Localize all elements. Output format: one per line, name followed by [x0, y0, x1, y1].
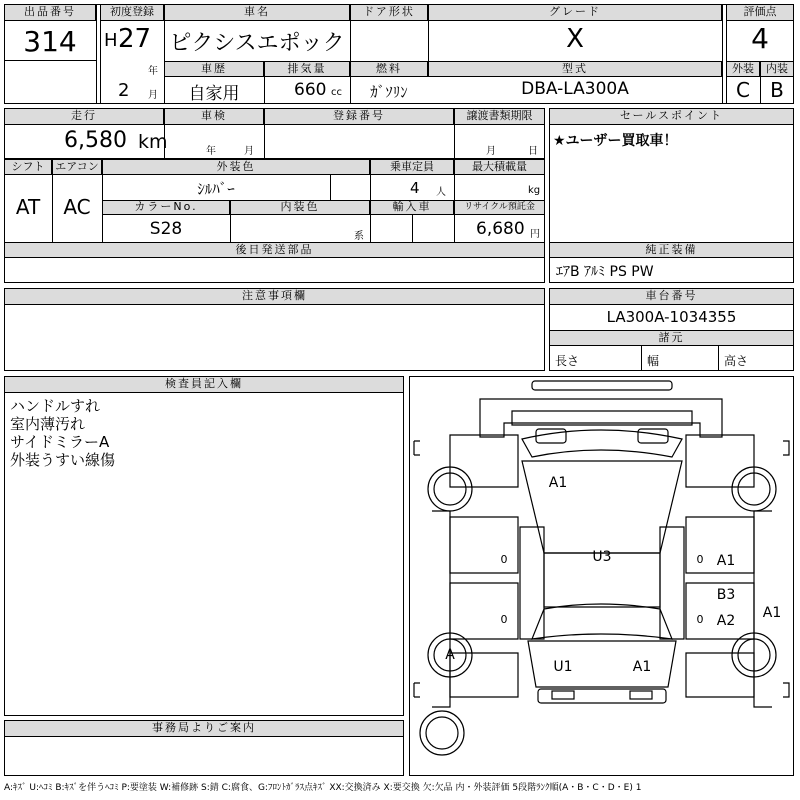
- reg-no-header: 登録番号: [264, 108, 454, 125]
- damage-mark: A1: [716, 553, 736, 569]
- zero-mark: 0: [500, 553, 508, 566]
- shift-header: シフト: [4, 159, 52, 175]
- inspection-header: 車検: [164, 108, 264, 125]
- zero-mark: 0: [500, 613, 508, 626]
- length-label: 長さ: [555, 354, 580, 368]
- later-parts-header: 後日発送部品: [4, 242, 545, 258]
- grade-header: グレード: [428, 4, 722, 21]
- score: 4: [751, 22, 769, 55]
- zero-mark: 0: [696, 553, 704, 566]
- sales-point: ★ユーザー買取車！: [553, 133, 678, 149]
- height-label: 高さ: [724, 354, 749, 368]
- interior-color-header: 内装色: [230, 200, 370, 215]
- interior-header: 内装: [760, 61, 794, 77]
- inspector-line: 外装うすい線傷: [10, 451, 116, 469]
- damage-mark: U3: [592, 549, 612, 565]
- interior-color-unit: 系: [354, 231, 364, 242]
- load-unit: kg: [528, 185, 541, 196]
- lot-no: 314: [23, 25, 77, 58]
- inspection-year: 年: [206, 146, 216, 157]
- divider: [350, 4, 351, 61]
- inspector-header: 検査員記入欄: [4, 376, 404, 393]
- reg-month: 2: [118, 80, 130, 101]
- equipment-header: 純正装備: [549, 242, 794, 258]
- history-header: 車歴: [164, 61, 264, 77]
- chassis-no: LA300A-1034355: [606, 308, 737, 326]
- chassis-header: 車台番号: [549, 288, 794, 305]
- exterior-grade: C: [736, 78, 750, 102]
- divider: [428, 4, 429, 61]
- damage-mark: B3: [716, 587, 736, 603]
- capacity: 4: [410, 179, 420, 197]
- sales-header: セールスポイント: [549, 108, 794, 125]
- sales-box: [549, 108, 794, 243]
- divider: [100, 4, 101, 104]
- reg-year: 27: [118, 24, 152, 54]
- inspection-month: 月: [244, 146, 254, 157]
- mileage: 6,580: [64, 128, 127, 153]
- damage-mark: U1: [553, 659, 573, 675]
- capacity-unit: 人: [436, 187, 446, 198]
- divider: [641, 346, 642, 371]
- transfer-month: 月: [486, 146, 496, 157]
- zero-mark: 0: [696, 613, 704, 626]
- damage-mark: A2: [716, 613, 736, 629]
- divider: [412, 215, 413, 242]
- divider: [4, 60, 96, 61]
- mileage-header: 走行: [4, 108, 164, 125]
- color-header: 外装色: [102, 159, 370, 175]
- displacement: 660: [294, 80, 327, 100]
- divider: [96, 4, 97, 104]
- width-label: 幅: [647, 354, 660, 368]
- load-header: 最大積載量: [454, 159, 545, 175]
- damage-mark: A1: [632, 659, 652, 675]
- dims-header: 諸元: [549, 330, 794, 346]
- equipment: ｴｱB ｱﾙﾐ PS PW: [556, 264, 654, 280]
- fuel: ｶﾞｿﾘﾝ: [370, 83, 408, 101]
- capacity-header: 乗車定員: [370, 159, 454, 175]
- divider: [330, 175, 331, 200]
- caution-header: 注意事項欄: [4, 288, 545, 305]
- car-name-header: 車名: [164, 4, 350, 21]
- ac-header: エアコン: [52, 159, 102, 175]
- model-header: 型式: [428, 61, 722, 77]
- exterior-header: 外装: [726, 61, 760, 77]
- history: 自家用: [188, 84, 240, 104]
- office-header: 事務局よりご案内: [4, 720, 404, 737]
- door-header: ドア形状: [350, 4, 428, 21]
- year-unit: 年: [148, 66, 158, 77]
- month-unit: 月: [148, 90, 158, 101]
- score-header: 評価点: [726, 4, 794, 21]
- import-header: 輸入車: [370, 200, 454, 215]
- ac: AC: [63, 195, 91, 219]
- inspector-line: 室内薄汚れ: [10, 415, 86, 433]
- era: H: [104, 30, 118, 51]
- car-diagram-svg: [410, 377, 793, 775]
- grade: X: [566, 24, 584, 54]
- color-no: S28: [149, 219, 183, 239]
- displacement-unit: cc: [331, 87, 342, 98]
- car-diagram: [409, 376, 794, 776]
- damage-mark: A: [445, 647, 455, 663]
- interior-grade: B: [770, 78, 784, 102]
- transfer-header: 譲渡書類期限: [454, 108, 545, 125]
- fuel-header: 燃料: [350, 61, 428, 77]
- divider: [722, 4, 723, 104]
- first-reg-header: 初度登録: [100, 4, 164, 21]
- recycle: 6,680: [476, 219, 525, 239]
- mileage-unit: km: [138, 131, 168, 153]
- color: ｼﾙﾊﾞｰ: [197, 180, 235, 198]
- inspector-line: ハンドルすれ: [10, 397, 101, 415]
- transfer-day: 日: [528, 146, 538, 157]
- recycle-unit: 円: [530, 229, 540, 240]
- lot-no-header: 出品番号: [4, 4, 96, 21]
- car-name: ピクシスエポック: [169, 31, 345, 56]
- damage-mark: A1: [548, 475, 568, 491]
- color-no-header: カラーNo.: [102, 200, 230, 215]
- damage-mark: A1: [762, 605, 782, 621]
- inspector-line: サイドミラーA: [10, 433, 110, 451]
- model: DBA-LA300A: [521, 79, 629, 99]
- recycle-header: リサイクル預託金: [454, 200, 545, 215]
- legend: A:ｷｽﾞ U:ﾍｺﾐ B:ｷｽﾞを伴うﾍｺﾐ P:要塗装 W:補修跡 S:錆 C:腐食、G:ﾌﾛﾝﾄｶﾞﾗｽ点ｷｽﾞ XX:交換済み X:要交換 欠:欠品 内・外装評価 5段階ﾗﾝｸ順(A・B・C・D・E) 1: [4, 783, 642, 793]
- displacement-header: 排気量: [264, 61, 350, 77]
- divider: [718, 346, 719, 371]
- shift: AT: [15, 195, 41, 219]
